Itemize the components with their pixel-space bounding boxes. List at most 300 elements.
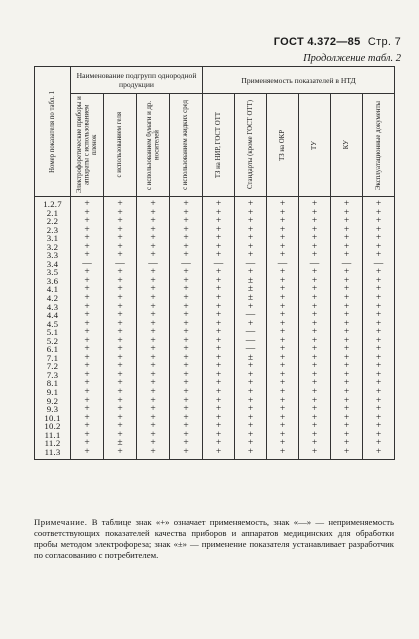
cell-mark: + xyxy=(137,285,170,294)
cell-mark: + xyxy=(137,209,170,218)
cell-mark: + xyxy=(331,268,363,277)
cell-mark: + xyxy=(137,234,170,243)
cell-mark: + xyxy=(137,397,170,406)
cell-mark: + xyxy=(331,328,363,337)
cell-mark: + xyxy=(235,268,267,277)
cell-mark: + xyxy=(104,431,137,440)
cell-mark: + xyxy=(331,431,363,440)
cell-mark: + xyxy=(104,405,137,414)
cell-mark: + xyxy=(267,405,299,414)
cell-mark: + xyxy=(235,217,267,226)
cell-mark: + xyxy=(299,422,331,431)
cell-mark: + xyxy=(203,388,235,397)
row-number: 7.2 xyxy=(35,362,71,371)
row-number: 4.5 xyxy=(35,320,71,329)
cell-mark: + xyxy=(267,217,299,226)
cell-mark: + xyxy=(71,414,104,423)
cell-mark: + xyxy=(104,285,137,294)
col-header-number: Номер показателя по табл. 1 xyxy=(35,67,71,197)
row-number: 3.1 xyxy=(35,234,71,243)
cell-mark: + xyxy=(170,268,203,277)
cell-mark: + xyxy=(71,388,104,397)
cell-mark: — xyxy=(235,328,267,337)
cell-mark: + xyxy=(299,371,331,380)
cell-mark: + xyxy=(235,362,267,371)
cell-mark: + xyxy=(137,243,170,252)
cell-mark: + xyxy=(203,311,235,320)
cell-mark: — xyxy=(203,260,235,269)
cell-mark: + xyxy=(71,285,104,294)
cell-mark: + xyxy=(363,268,395,277)
cell-mark: + xyxy=(104,234,137,243)
row-number: 4.1 xyxy=(35,285,71,294)
cell-mark: + xyxy=(170,243,203,252)
cell-mark: + xyxy=(137,268,170,277)
cell-mark: + xyxy=(71,277,104,286)
cell-mark: + xyxy=(104,328,137,337)
cell-mark: + xyxy=(137,251,170,260)
row-number: 4.3 xyxy=(35,303,71,312)
table-note xyxy=(34,517,394,561)
cell-mark: + xyxy=(363,226,395,235)
cell-mark: + xyxy=(170,285,203,294)
cell-mark: + xyxy=(235,388,267,397)
cell-mark: + xyxy=(203,354,235,363)
cell-mark: + xyxy=(71,439,104,448)
cell-mark: + xyxy=(170,345,203,354)
cell-mark: + xyxy=(71,371,104,380)
cell-mark: + xyxy=(203,243,235,252)
cell-mark: + xyxy=(363,311,395,320)
cell-mark: — xyxy=(235,345,267,354)
table-row xyxy=(35,448,395,460)
cell-mark: + xyxy=(170,277,203,286)
note-label: Примечание. xyxy=(34,517,88,527)
page-number: Стр. 7 xyxy=(367,36,401,48)
cell-mark: — xyxy=(235,260,267,269)
cell-mark: + xyxy=(363,294,395,303)
col-header-9: КУ xyxy=(331,94,363,197)
row-number: 5.2 xyxy=(35,337,71,346)
cell-mark: + xyxy=(267,345,299,354)
cell-mark: + xyxy=(104,197,137,209)
cell-mark: ± xyxy=(235,294,267,303)
cell-mark: + xyxy=(299,354,331,363)
cell-mark: + xyxy=(267,439,299,448)
row-number: 1.2.7 xyxy=(35,197,71,209)
cell-mark: + xyxy=(363,243,395,252)
cell-mark: + xyxy=(331,209,363,218)
cell-mark: + xyxy=(104,209,137,218)
cell-mark: + xyxy=(137,303,170,312)
cell-mark: + xyxy=(267,294,299,303)
cell-mark: + xyxy=(331,337,363,346)
cell-mark: + xyxy=(203,303,235,312)
cell-mark: + xyxy=(235,303,267,312)
cell-mark: + xyxy=(104,371,137,380)
cell-mark: + xyxy=(203,217,235,226)
cell-mark: + xyxy=(299,197,331,209)
cell-mark: + xyxy=(170,234,203,243)
cell-mark: + xyxy=(299,362,331,371)
cell-mark: + xyxy=(235,243,267,252)
cell-mark: + xyxy=(203,320,235,329)
cell-mark: + xyxy=(170,422,203,431)
cell-mark: + xyxy=(71,328,104,337)
cell-mark: ± xyxy=(235,277,267,286)
cell-mark: + xyxy=(71,354,104,363)
cell-mark: + xyxy=(299,320,331,329)
cell-mark: + xyxy=(299,328,331,337)
cell-mark: + xyxy=(71,422,104,431)
cell-mark: + xyxy=(363,345,395,354)
cell-mark: + xyxy=(331,294,363,303)
cell-mark: + xyxy=(104,226,137,235)
cell-mark: + xyxy=(71,397,104,406)
cell-mark: + xyxy=(299,311,331,320)
cell-mark: + xyxy=(137,388,170,397)
cell-mark: + xyxy=(71,217,104,226)
cell-mark: + xyxy=(71,234,104,243)
cell-mark: + xyxy=(267,379,299,388)
cell-mark: + xyxy=(137,217,170,226)
cell-mark: + xyxy=(203,226,235,235)
cell-mark: + xyxy=(235,320,267,329)
cell-mark: + xyxy=(203,414,235,423)
cell-mark: + xyxy=(363,217,395,226)
cell-mark: + xyxy=(71,345,104,354)
cell-mark: + xyxy=(170,337,203,346)
cell-mark: + xyxy=(363,277,395,286)
cell-mark: + xyxy=(299,294,331,303)
cell-mark: + xyxy=(299,337,331,346)
row-number: 9.1 xyxy=(35,388,71,397)
cell-mark: + xyxy=(363,320,395,329)
cell-mark: + xyxy=(299,285,331,294)
group-header-products: Наименование подгрупп однородной продукции xyxy=(71,67,203,94)
cell-mark: + xyxy=(137,379,170,388)
cell-mark: + xyxy=(104,251,137,260)
cell-mark: + xyxy=(71,337,104,346)
cell-mark: + xyxy=(104,268,137,277)
cell-mark: + xyxy=(104,422,137,431)
cell-mark: + xyxy=(235,226,267,235)
cell-mark: + xyxy=(203,379,235,388)
cell-mark: + xyxy=(71,243,104,252)
cell-mark: + xyxy=(71,294,104,303)
cell-mark: + xyxy=(71,251,104,260)
row-number: 3.4 xyxy=(35,260,71,269)
cell-mark: + xyxy=(267,431,299,440)
cell-mark: — xyxy=(331,260,363,269)
cell-mark: + xyxy=(331,285,363,294)
row-number: 11.3 xyxy=(35,448,71,460)
cell-mark: + xyxy=(331,226,363,235)
cell-mark: + xyxy=(331,379,363,388)
cell-mark: + xyxy=(170,362,203,371)
cell-mark: + xyxy=(71,303,104,312)
cell-mark: + xyxy=(170,209,203,218)
cell-mark: + xyxy=(203,268,235,277)
cell-mark: — xyxy=(170,260,203,269)
cell-mark: + xyxy=(331,345,363,354)
row-number: 3.6 xyxy=(35,277,71,286)
col-header-4: с использованием жидких сред xyxy=(170,94,203,197)
cell-mark: + xyxy=(203,431,235,440)
col-header-3: с использованием бумаги и др. носителей xyxy=(137,94,170,197)
cell-mark: + xyxy=(331,371,363,380)
cell-mark: + xyxy=(299,345,331,354)
cell-mark: + xyxy=(203,397,235,406)
row-number: 4.4 xyxy=(35,311,71,320)
row-number: 10.2 xyxy=(35,422,71,431)
cell-mark: + xyxy=(203,277,235,286)
page-header xyxy=(274,36,401,48)
row-number: 10.1 xyxy=(35,414,71,423)
cell-mark: + xyxy=(235,431,267,440)
cell-mark: + xyxy=(299,251,331,260)
cell-mark: + xyxy=(363,439,395,448)
cell-mark: + xyxy=(104,345,137,354)
cell-mark: + xyxy=(235,197,267,209)
cell-mark: + xyxy=(363,251,395,260)
cell-mark: + xyxy=(104,414,137,423)
cell-mark: + xyxy=(299,431,331,440)
cell-mark: + xyxy=(267,197,299,209)
cell-mark: + xyxy=(267,303,299,312)
cell-mark: + xyxy=(203,448,235,460)
cell-mark: + xyxy=(267,277,299,286)
cell-mark: + xyxy=(170,217,203,226)
cell-mark: + xyxy=(331,277,363,286)
col-header-7: ТЗ на ОКР xyxy=(267,94,299,197)
cell-mark: + xyxy=(331,448,363,460)
cell-mark: + xyxy=(331,251,363,260)
cell-mark: + xyxy=(267,251,299,260)
cell-mark: + xyxy=(203,439,235,448)
cell-mark: — xyxy=(137,260,170,269)
cell-mark: + xyxy=(267,234,299,243)
cell-mark: + xyxy=(267,243,299,252)
cell-mark: + xyxy=(170,397,203,406)
cell-mark: + xyxy=(299,439,331,448)
cell-mark: + xyxy=(71,268,104,277)
cell-mark: + xyxy=(104,354,137,363)
cell-mark: + xyxy=(71,405,104,414)
cell-mark: + xyxy=(363,285,395,294)
cell-mark: — xyxy=(235,337,267,346)
cell-mark: + xyxy=(331,439,363,448)
row-number: 6.1 xyxy=(35,345,71,354)
row-number: 11.2 xyxy=(35,439,71,448)
cell-mark: + xyxy=(170,405,203,414)
cell-mark: + xyxy=(235,422,267,431)
cell-mark: + xyxy=(331,388,363,397)
cell-mark: + xyxy=(170,388,203,397)
cell-mark: + xyxy=(235,371,267,380)
cell-mark: + xyxy=(235,209,267,218)
cell-mark: + xyxy=(71,311,104,320)
cell-mark: + xyxy=(363,371,395,380)
cell-mark: + xyxy=(363,422,395,431)
row-number: 7.3 xyxy=(35,371,71,380)
cell-mark: + xyxy=(235,405,267,414)
cell-mark: + xyxy=(363,328,395,337)
cell-mark: + xyxy=(299,226,331,235)
cell-mark: + xyxy=(299,209,331,218)
table-continuation-label: Продолжение табл. 2 xyxy=(303,53,401,64)
cell-mark: + xyxy=(137,371,170,380)
cell-mark: + xyxy=(267,397,299,406)
row-number: 5.1 xyxy=(35,328,71,337)
cell-mark: + xyxy=(170,197,203,209)
cell-mark: + xyxy=(203,328,235,337)
row-number: 4.2 xyxy=(35,294,71,303)
col-header-2: с использованием геля xyxy=(104,94,137,197)
row-number: 9.2 xyxy=(35,397,71,406)
cell-mark: + xyxy=(203,234,235,243)
cell-mark: + xyxy=(137,422,170,431)
cell-mark: + xyxy=(299,397,331,406)
cell-mark: + xyxy=(137,439,170,448)
cell-mark: + xyxy=(170,226,203,235)
cell-mark: + xyxy=(137,362,170,371)
cell-mark: + xyxy=(267,362,299,371)
cell-mark: + xyxy=(299,217,331,226)
row-number: 2.1 xyxy=(35,209,71,218)
cell-mark: — xyxy=(299,260,331,269)
cell-mark: + xyxy=(104,379,137,388)
cell-mark: + xyxy=(170,303,203,312)
col-header-6: Стандарты (кроме ГОСТ ОТТ) xyxy=(235,94,267,197)
cell-mark: + xyxy=(267,354,299,363)
cell-mark: + xyxy=(267,422,299,431)
standard-number: ГОСТ 4.372—85 xyxy=(273,36,361,48)
cell-mark: — xyxy=(235,311,267,320)
cell-mark: + xyxy=(331,303,363,312)
cell-mark: + xyxy=(363,354,395,363)
cell-mark: + xyxy=(71,431,104,440)
cell-mark: + xyxy=(299,243,331,252)
row-number: 7.1 xyxy=(35,354,71,363)
row-number: 2.2 xyxy=(35,217,71,226)
cell-mark: + xyxy=(235,414,267,423)
cell-mark: + xyxy=(331,320,363,329)
cell-mark: + xyxy=(203,197,235,209)
cell-mark: + xyxy=(363,388,395,397)
cell-mark: + xyxy=(104,320,137,329)
row-number: 8.1 xyxy=(35,379,71,388)
cell-mark: + xyxy=(299,268,331,277)
cell-mark: + xyxy=(104,277,137,286)
cell-mark: + xyxy=(363,379,395,388)
cell-mark: ± xyxy=(235,354,267,363)
cell-mark: + xyxy=(331,234,363,243)
cell-mark: + xyxy=(203,371,235,380)
col-header-1: Электрофоретические приборы и аппараты с использованием пленок xyxy=(71,94,104,197)
cell-mark: + xyxy=(331,405,363,414)
cell-mark: + xyxy=(299,448,331,460)
table-body xyxy=(35,197,395,460)
cell-mark: + xyxy=(267,285,299,294)
cell-mark: + xyxy=(267,320,299,329)
cell-mark: + xyxy=(104,303,137,312)
cell-mark: + xyxy=(71,197,104,209)
cell-mark: + xyxy=(203,337,235,346)
cell-mark: + xyxy=(267,209,299,218)
cell-mark: + xyxy=(363,209,395,218)
cell-mark: + xyxy=(170,448,203,460)
cell-mark: + xyxy=(137,337,170,346)
cell-mark: + xyxy=(331,422,363,431)
cell-mark: + xyxy=(170,251,203,260)
applicability-table xyxy=(34,66,395,460)
cell-mark: + xyxy=(203,209,235,218)
cell-mark: + xyxy=(363,303,395,312)
cell-mark: + xyxy=(104,294,137,303)
cell-mark: + xyxy=(267,448,299,460)
cell-mark: ± xyxy=(235,285,267,294)
cell-mark: + xyxy=(299,277,331,286)
cell-mark: + xyxy=(203,251,235,260)
cell-mark: + xyxy=(104,217,137,226)
cell-mark: + xyxy=(331,414,363,423)
cell-mark: + xyxy=(267,226,299,235)
cell-mark: + xyxy=(137,197,170,209)
cell-mark: + xyxy=(299,414,331,423)
cell-mark: + xyxy=(203,294,235,303)
cell-mark: + xyxy=(104,362,137,371)
cell-mark: + xyxy=(299,379,331,388)
cell-mark: + xyxy=(363,337,395,346)
cell-mark: ± xyxy=(104,439,137,448)
cell-mark: — xyxy=(267,260,299,269)
cell-mark: + xyxy=(71,320,104,329)
cell-mark: + xyxy=(331,217,363,226)
row-number: 3.2 xyxy=(35,243,71,252)
cell-mark: + xyxy=(104,388,137,397)
cell-mark: + xyxy=(299,303,331,312)
cell-mark: + xyxy=(137,354,170,363)
cell-mark: + xyxy=(137,328,170,337)
cell-mark: + xyxy=(137,405,170,414)
table-row xyxy=(35,197,395,209)
cell-mark: + xyxy=(267,311,299,320)
cell-mark: + xyxy=(170,439,203,448)
cell-mark: + xyxy=(137,226,170,235)
cell-mark: + xyxy=(71,226,104,235)
cell-mark: + xyxy=(235,234,267,243)
cell-mark: + xyxy=(170,294,203,303)
cell-mark: + xyxy=(235,448,267,460)
cell-mark: + xyxy=(104,337,137,346)
cell-mark: + xyxy=(203,422,235,431)
col-header-5: ТЗ на НИР, ГОСТ ОТТ xyxy=(203,94,235,197)
note-text: В таблице знак «+» означает применяемость, знак «—» — неприменяемость соответствующих показателей качества приборов и аппаратов медицинских для обработки пробы методом электрофореза; знак «±» — применение показателя устанавливает разработчик по согласованию с потребителем. xyxy=(34,517,394,560)
cell-mark: + xyxy=(363,431,395,440)
row-number: 3.3 xyxy=(35,251,71,260)
column-subheaders xyxy=(35,94,395,197)
cell-mark: + xyxy=(170,311,203,320)
row-number: 11.1 xyxy=(35,431,71,440)
cell-mark: + xyxy=(137,431,170,440)
cell-mark: + xyxy=(363,362,395,371)
cell-mark: + xyxy=(363,448,395,460)
cell-mark: + xyxy=(203,285,235,294)
cell-mark: + xyxy=(170,371,203,380)
cell-mark: + xyxy=(363,234,395,243)
group-header-documents: Применяемость показателей в НТД xyxy=(203,67,395,94)
